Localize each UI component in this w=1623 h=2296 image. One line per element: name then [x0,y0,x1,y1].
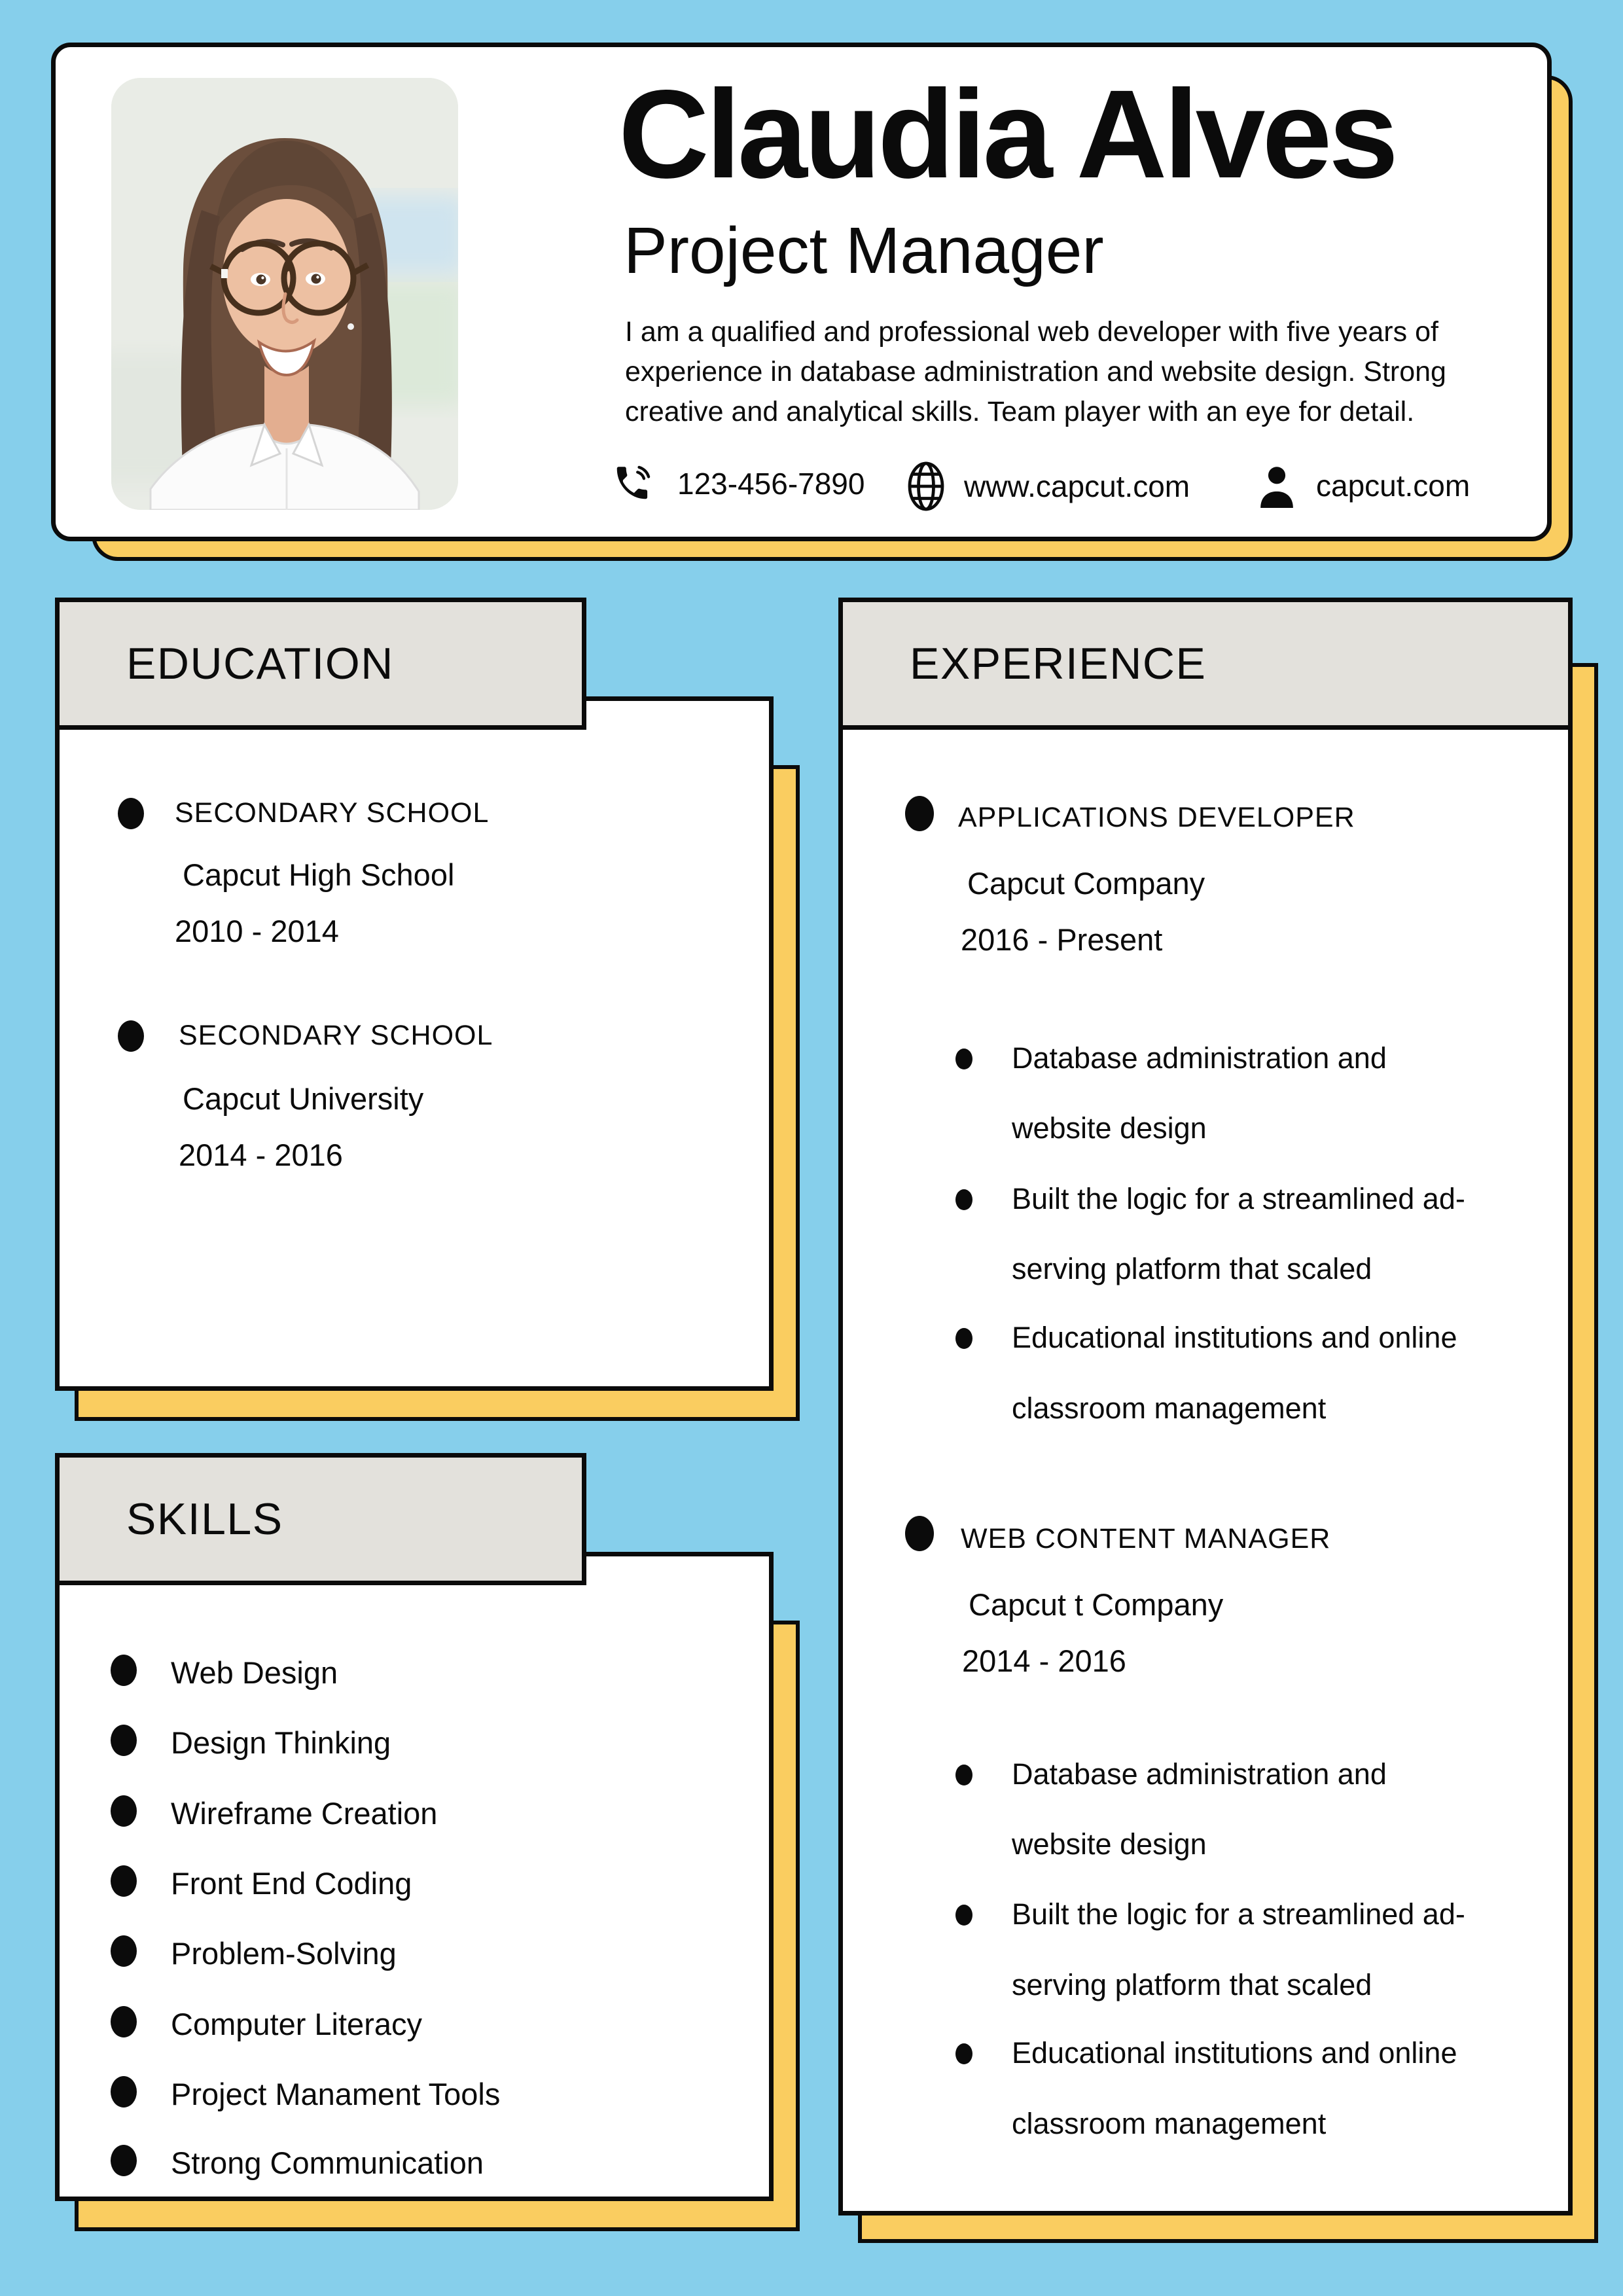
person-name: Claudia Alves [618,63,1396,204]
job-bullet-line: Built the logic for a streamlined ad- [1012,1897,1465,1931]
bullet-icon [955,1049,972,1069]
job-company: Capcut t Company [969,1587,1224,1622]
bullet-icon [111,1725,137,1756]
profile-handle: capcut.com [1316,469,1471,503]
bullet-icon [118,798,144,829]
bullet-icon [955,1328,972,1349]
skill-item: Computer Literacy [171,2007,422,2041]
education-item-title: SECONDARY SCHOOL [179,1020,493,1051]
skills-heading: SKILLS [126,1494,283,1544]
portrait-illustration [111,78,458,510]
bullet-icon [111,2076,137,2108]
job-title: WEB CONTENT MANAGER [961,1523,1331,1554]
job-bullet-line: Built the logic for a streamlined ad- [1012,1182,1465,1215]
skills-card [55,1552,774,2201]
website-url: www.capcut.com [964,469,1190,503]
bullet-icon [111,2145,137,2176]
education-heading: EDUCATION [126,639,394,689]
globe-icon [906,459,946,513]
job-company: Capcut Company [967,866,1205,901]
bullet-icon [955,1905,972,1926]
bullet-icon [955,2043,972,2064]
skill-item: Project Manament Tools [171,2077,501,2111]
job-bullet-line: website design [1012,1111,1207,1145]
education-item-years: 2010 - 2014 [175,914,339,948]
job-title: APPLICATIONS DEVELOPER [958,802,1355,833]
job-bullet-line: Educational institutions and online [1012,1321,1457,1354]
job-bullet-line: classroom management [1012,2107,1327,2140]
bullet-icon [905,796,934,831]
header-card [51,43,1552,541]
job-bullet-line: Educational institutions and online [1012,2036,1457,2070]
bullet-icon [905,1516,934,1551]
job-years: 2014 - 2016 [962,1643,1126,1678]
person-icon [1256,463,1298,508]
skill-item: Problem-Solving [171,1936,397,1971]
contact-profile [1256,463,1470,508]
job-bullet-line: serving platform that scaled [1012,1968,1372,2001]
contact-website [906,459,1190,513]
skill-item: Strong Communication [171,2145,484,2180]
bullet-icon [111,1795,137,1827]
bullet-icon [955,1765,972,1785]
bullet-icon [111,1655,137,1686]
summary-text: I am a qualified and professional web developer with five years of experience in database administration and website design. Strong creative and analytical skills. Team player with an eye for detail. [625,316,1446,427]
job-bullet-line: Database administration and [1012,1041,1387,1075]
bullet-icon [118,1020,144,1052]
phone-icon [612,463,652,504]
profile-photo [111,78,458,510]
education-section-header [55,598,586,730]
bullet-icon [111,2006,137,2037]
job-years: 2016 - Present [961,922,1163,957]
contact-phone [612,463,865,504]
skill-item: Front End Coding [171,1866,412,1901]
education-item-school: Capcut High School [183,857,455,892]
phone-number: 123-456-7890 [677,467,865,501]
skill-item: Web Design [171,1655,338,1690]
experience-section-header [838,598,1573,730]
skill-item: Design Thinking [171,1725,391,1760]
job-bullet-line: website design [1012,1827,1207,1861]
person-job-title: Project Manager [624,214,1104,287]
skill-item: Wireframe Creation [171,1796,438,1831]
job-bullet-line: classroom management [1012,1391,1327,1425]
education-card [55,696,774,1391]
job-bullet-line: serving platform that scaled [1012,1252,1372,1285]
job-bullet-line: Database administration and [1012,1757,1387,1791]
experience-heading: EXPERIENCE [910,639,1207,689]
bullet-icon [955,1189,972,1210]
experience-card [838,598,1573,2215]
education-item-school: Capcut University [183,1081,424,1116]
bullet-icon [111,1865,137,1897]
education-item-years: 2014 - 2016 [179,1138,343,1172]
education-item-title: SECONDARY SCHOOL [175,797,490,829]
skills-section-header [55,1453,586,1585]
bullet-icon [111,1935,137,1967]
